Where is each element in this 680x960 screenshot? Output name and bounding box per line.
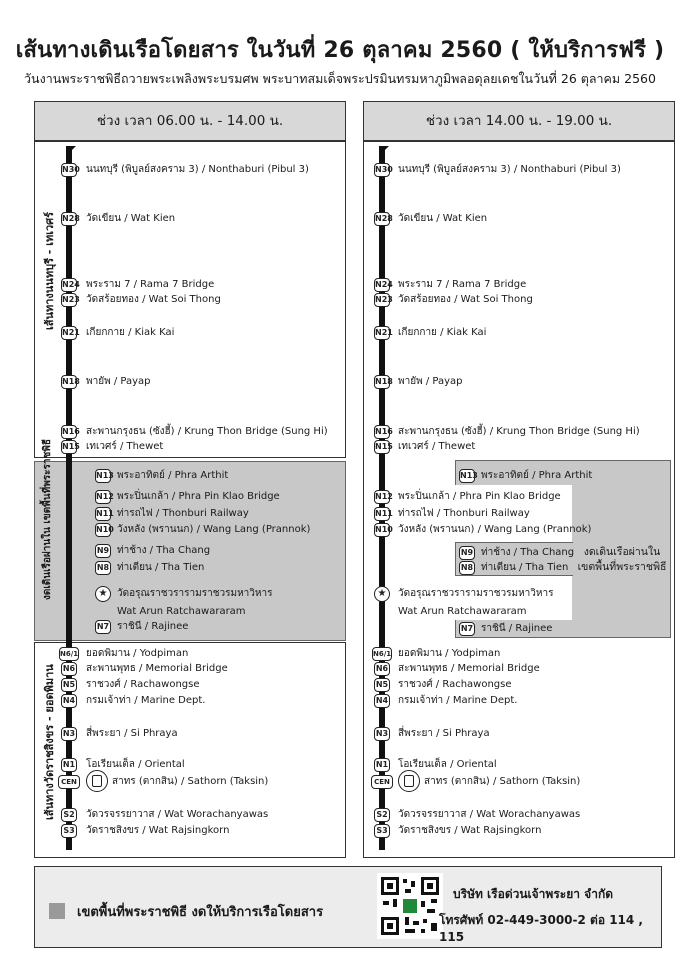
right-badge-s3: S3 — [374, 824, 390, 838]
right-station-wat-worachanyawas[interactable]: วัดวรจรรยาวาส / Wat Worachanyawas — [398, 809, 581, 820]
right-start-flag-icon — [379, 146, 389, 156]
right-station-yodpiman[interactable]: ยอดพิมาน / Yodpiman — [398, 648, 501, 659]
right-station-wang-lang[interactable]: วังหลัง (พรานนก) / Wang Lang (Prannok) — [398, 524, 592, 535]
left-station-rama7[interactable]: พระราม 7 / Rama 7 Bridge — [86, 279, 215, 290]
right-station-thonburi-railway[interactable]: ท่ารถไฟ / Thonburi Railway — [398, 508, 530, 519]
left-station-wat-arun-en: Wat Arun Ratchawararam — [117, 606, 246, 617]
right-station-si-phraya[interactable]: สี่พระยา / Si Phraya — [398, 728, 490, 739]
left-station-wat-worachanyawas[interactable]: วัดวรจรรยาวาส / Wat Worachanyawas — [86, 809, 269, 820]
left-station-marine-dept[interactable]: กรมเจ้าท่า / Marine Dept. — [86, 695, 206, 706]
left-station-wang-lang[interactable]: วังหลัง (พรานนก) / Wang Lang (Prannok) — [117, 524, 311, 535]
left-badge-s2: S2 — [61, 808, 77, 822]
left-route-line — [66, 150, 72, 850]
left-station-thonburi-railway[interactable]: ท่ารถไฟ / Thonburi Railway — [117, 508, 249, 519]
right-badge-n5: N5 — [374, 678, 390, 692]
right-ceremony-callout: งดเดินเรือผ่านใน เขตพื้นที่พระราชพิธี — [577, 546, 667, 573]
left-badge-n7: N7 — [95, 620, 111, 634]
left-station-rachawongse[interactable]: ราชวงศ์ / Rachawongse — [86, 679, 200, 690]
right-badge-n12: N12 — [374, 490, 390, 504]
left-route-label-top: เส้นทางนนทบุรี - เทเวศร์ — [43, 211, 56, 330]
left-sathorn-pier-icon — [86, 770, 108, 792]
left-badge-n6: N6 — [61, 662, 77, 676]
left-badge-n10: N10 — [95, 523, 111, 537]
right-wat-arun-star-icon: ★ — [374, 586, 390, 602]
right-badge-n3: N3 — [374, 727, 390, 741]
left-station-nonthaburi[interactable]: นนทบุรี (พิบูลย์สงคราม 3) / Nonthaburi (Pibul 3) — [86, 164, 309, 175]
left-wat-arun-star-icon: ★ — [95, 586, 111, 602]
left-route-label-bottom: เส้นทางวัดราชสิงขร - ยอดพิมาน — [43, 664, 56, 820]
left-badge-n3: N3 — [61, 727, 77, 741]
left-badge-n15: N15 — [61, 440, 77, 454]
left-badge-n21: N21 — [61, 326, 77, 340]
page-subtitle: วันงานพระราชพิธีถวายพระเพลิงพระบรมศพ พระบาทสมเด็จพระปรมินทรมหาภูมิพลอดุลยเดชในวันที่ 26 ตุลาคม 2560 — [24, 71, 656, 86]
right-station-wat-soi-thong[interactable]: วัดสร้อยทอง / Wat Soi Thong — [398, 294, 533, 305]
right-badge-n4: N4 — [374, 694, 390, 708]
left-station-yodpiman[interactable]: ยอดพิมาน / Yodpiman — [86, 648, 189, 659]
right-badge-n6: N6 — [374, 662, 390, 676]
left-badge-n6-1: N6/1 — [59, 647, 79, 661]
left-station-wat-arun[interactable]: วัดอรุณราชวรารามราชวรมหาวิหาร — [117, 588, 273, 599]
left-route-label-middle: งดเดินเรือผ่านใน เขตพื้นที่พระราชพิธี — [42, 438, 53, 600]
right-badge-n18: N18 — [374, 375, 390, 389]
right-badge-n24: N24 — [374, 278, 390, 292]
right-station-wat-arun-en: Wat Arun Ratchawararam — [398, 606, 527, 617]
right-station-memorial-bridge[interactable]: สะพานพุทธ / Memorial Bridge — [398, 663, 540, 674]
right-station-wat-rajsingkorn[interactable]: วัดราชสิงขร / Wat Rajsingkorn — [398, 825, 542, 836]
qr-code-icon[interactable] — [377, 873, 443, 939]
right-station-sathorn[interactable]: สาทร (ตากสิน) / Sathorn (Taksin) — [424, 776, 581, 787]
left-station-kiak-kai[interactable]: เกียกกาย / Kiak Kai — [86, 327, 175, 338]
right-station-rama7[interactable]: พระราม 7 / Rama 7 Bridge — [398, 279, 527, 290]
left-station-tha-tien[interactable]: ท่าเตียน / Tha Tien — [117, 562, 205, 573]
right-station-oriental[interactable]: โอเรียนเต็ล / Oriental — [398, 759, 497, 770]
left-station-oriental[interactable]: โอเรียนเต็ล / Oriental — [86, 759, 185, 770]
company-name: บริษัท เรือด่วนเจ้าพระยา จำกัด — [453, 887, 613, 901]
legend-swatch — [49, 903, 65, 919]
left-badge-n9: N9 — [95, 544, 111, 558]
left-station-wat-kien[interactable]: วัดเขียน / Wat Kien — [86, 213, 176, 224]
right-badge-n15: N15 — [374, 440, 390, 454]
page-title: เส้นทางเดินเรือโดยสาร ในวันที่ 26 ตุลาคม 2560 ( ให้บริการฟรี ) — [15, 38, 665, 63]
left-badge-n23: N23 — [61, 293, 77, 307]
right-time-header: ช่วง เวลา 14.00 น. - 19.00 น. — [363, 101, 675, 141]
right-badge-n11: N11 — [374, 507, 390, 521]
left-badge-n28: N28 — [61, 212, 77, 226]
left-station-sathorn[interactable]: สาทร (ตากสิน) / Sathorn (Taksin) — [112, 776, 269, 787]
left-badge-n8: N8 — [95, 561, 111, 575]
left-badge-n4: N4 — [61, 694, 77, 708]
right-station-wat-kien[interactable]: วัดเขียน / Wat Kien — [398, 213, 488, 224]
left-station-tha-chang[interactable]: ท่าช้าง / Tha Chang — [117, 545, 211, 556]
right-badge-n13: N13 — [459, 469, 475, 483]
left-start-flag-icon — [66, 146, 76, 156]
right-station-payap[interactable]: พายัพ / Payap — [398, 376, 463, 387]
right-station-krung-thon[interactable]: สะพานกรุงธน (ซังฮี้) / Krung Thon Bridge (Sung Hi) — [398, 426, 640, 437]
right-station-kiak-kai[interactable]: เกียกกาย / Kiak Kai — [398, 327, 487, 338]
left-badge-n12: N12 — [95, 490, 111, 504]
left-station-phra-arthit[interactable]: พระอาทิตย์ / Phra Arthit — [117, 470, 229, 481]
left-station-rajinee[interactable]: ราชินี / Rajinee — [117, 621, 189, 632]
right-station-marine-dept[interactable]: กรมเจ้าท่า / Marine Dept. — [398, 695, 518, 706]
right-badge-n21: N21 — [374, 326, 390, 340]
left-badge-n13: N13 — [95, 469, 111, 483]
right-badge-n10: N10 — [374, 523, 390, 537]
left-time-header: ช่วง เวลา 06.00 น. - 14.00 น. — [34, 101, 346, 141]
right-sathorn-pier-icon — [398, 770, 420, 792]
right-station-wat-arun[interactable]: วัดอรุณราชวรารามราชวรมหาวิหาร — [398, 588, 554, 599]
right-station-tha-tien[interactable]: ท่าเตียน / Tha Tien — [481, 562, 569, 573]
right-station-rajinee[interactable]: ราชินี / Rajinee — [481, 623, 553, 634]
left-badge-n16: N16 — [61, 425, 77, 439]
right-badge-n6-1: N6/1 — [372, 647, 392, 661]
right-badge-n1: N1 — [374, 758, 390, 772]
left-badge-n1: N1 — [61, 758, 77, 772]
right-badge-n30: N30 — [374, 163, 390, 177]
left-station-thewet[interactable]: เทเวศร์ / Thewet — [86, 441, 164, 452]
left-badge-s3: S3 — [61, 824, 77, 838]
footer — [34, 866, 662, 948]
phone-number[interactable]: โทรศัพท์ 02-449-3000-2 ต่อ 114 , 115 — [439, 913, 643, 944]
right-badge-n16: N16 — [374, 425, 390, 439]
left-badge-n18: N18 — [61, 375, 77, 389]
left-station-si-phraya[interactable]: สี่พระยา / Si Phraya — [86, 728, 178, 739]
left-station-wat-rajsingkorn[interactable]: วัดราชสิงขร / Wat Rajsingkorn — [86, 825, 230, 836]
right-station-phra-pin-klao[interactable]: พระปิ่นเกล้า / Phra Pin Klao Bridge — [398, 491, 561, 502]
right-badge-n7: N7 — [459, 622, 475, 636]
legend-text: เขตพื้นที่พระราชพิธี งดให้บริการเรือโดยสาร — [77, 905, 324, 920]
right-badge-n28: N28 — [374, 212, 390, 226]
right-badge-n23: N23 — [374, 293, 390, 307]
right-station-phra-arthit[interactable]: พระอาทิตย์ / Phra Arthit — [481, 470, 593, 481]
right-station-tha-chang[interactable]: ท่าช้าง / Tha Chang — [481, 547, 575, 558]
left-badge-n30: N30 — [61, 163, 77, 177]
left-station-wat-soi-thong[interactable]: วัดสร้อยทอง / Wat Soi Thong — [86, 294, 221, 305]
left-station-phra-pin-klao[interactable]: พระปิ่นเกล้า / Phra Pin Klao Bridge — [117, 491, 280, 502]
right-badge-cen: CEN — [371, 775, 393, 789]
right-badge-s2: S2 — [374, 808, 390, 822]
right-station-rachawongse[interactable]: ราชวงศ์ / Rachawongse — [398, 679, 512, 690]
right-badge-n8: N8 — [459, 561, 475, 575]
left-badge-n5: N5 — [61, 678, 77, 692]
right-badge-n9: N9 — [459, 546, 475, 560]
left-badge-n11: N11 — [95, 507, 111, 521]
right-station-thewet[interactable]: เทเวศร์ / Thewet — [398, 441, 476, 452]
left-badge-n24: N24 — [61, 278, 77, 292]
left-station-payap[interactable]: พายัพ / Payap — [86, 376, 151, 387]
left-badge-cen: CEN — [58, 775, 80, 789]
left-station-krung-thon[interactable]: สะพานกรุงธน (ซังฮี้) / Krung Thon Bridge (Sung Hi) — [86, 426, 328, 437]
left-station-memorial-bridge[interactable]: สะพานพุทธ / Memorial Bridge — [86, 663, 228, 674]
right-station-nonthaburi[interactable]: นนทบุรี (พิบูลย์สงคราม 3) / Nonthaburi (Pibul 3) — [398, 164, 621, 175]
